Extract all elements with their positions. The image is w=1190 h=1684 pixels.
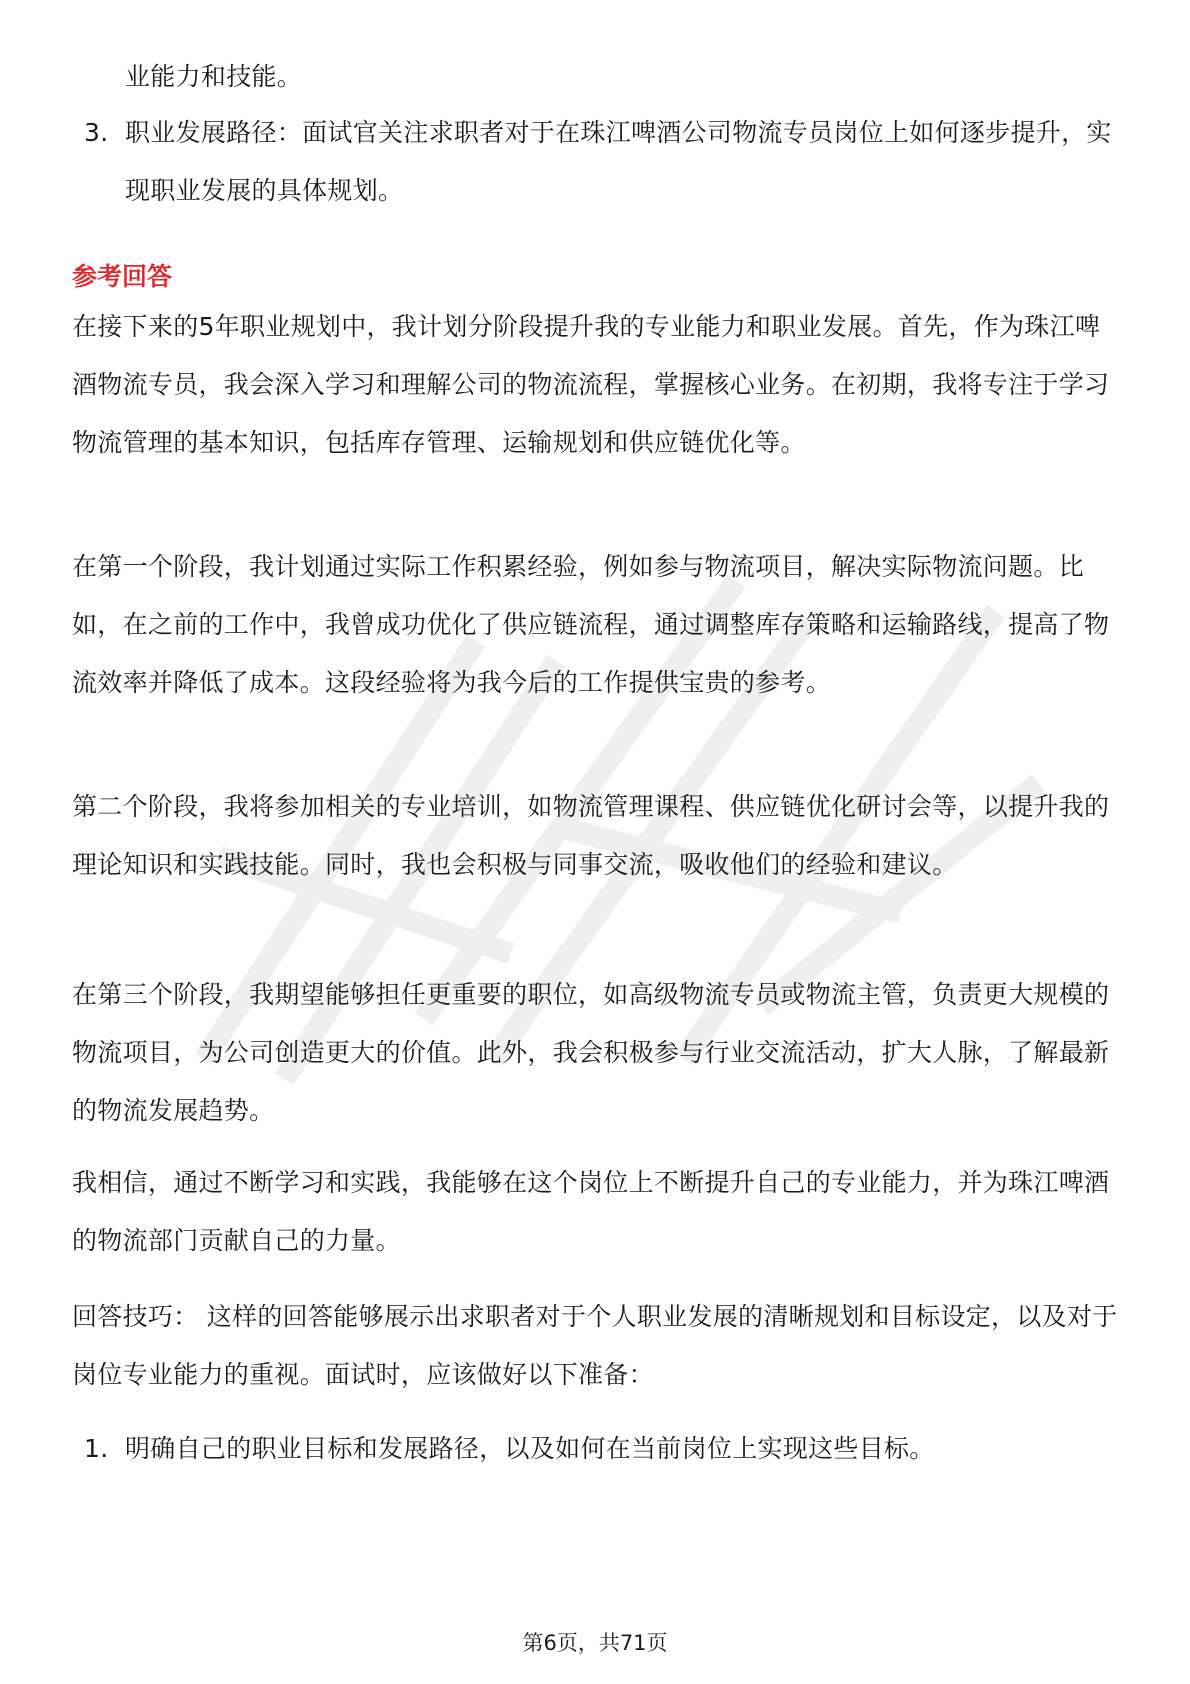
list-item (84, 1420, 1120, 1478)
list-item-number: 1. (84, 1434, 109, 1463)
paragraph: 在第一个阶段，我计划通过实际工作积累经验，例如参与物流项目，解决实际物流问题。比如，在之前的工作中，我曾成功优化了供应链流程，通过调整库存策略和运输路线，提高了物流效率并降低了成本。这段经验将为我今后的工作提供宝贵的参考。 (72, 552, 1110, 697)
list-item-text: 明确自己的职业目标和发展路径，以及如何在当前岗位上实现这些目标。 (125, 1434, 935, 1463)
list-continuation-text: 业能力和技能。 (125, 62, 303, 91)
paragraph: 我相信，通过不断学习和实践，我能够在这个岗位上不断提升自己的专业能力，并为珠江啤酒的物流部门贡献自己的力量。 (72, 1168, 1110, 1255)
paragraph: 回答技巧： 这样的回答能够展示出求职者对于个人职业发展的清晰规划和目标设定，以及对于岗位专业能力的重视。面试时，应该做好以下准备： (72, 1302, 1118, 1389)
list-item (84, 104, 1120, 220)
paragraph: 在第三个阶段，我期望能够担任更重要的职位，如高级物流专员或物流主管，负责更大规模的物流项目，为公司创造更大的价值。此外，我会积极参与行业交流活动，扩大人脉，了解最新的物流发展趋势。 (72, 980, 1110, 1125)
section-heading: 参考回答 (72, 262, 173, 291)
list-item-number: 3. (84, 118, 109, 147)
paragraph: 第二个阶段，我将参加相关的专业培训，如物流管理课程、供应链优化研讨会等，以提升我的理论知识和实践技能。同时，我也会积极与同事交流，吸收他们的经验和建议。 (72, 792, 1110, 879)
page-number-footer: 第6页，共71页 (522, 1631, 668, 1655)
paragraph: 在接下来的5年职业规划中，我计划分阶段提升我的专业能力和职业发展。首先，作为珠江啤酒物流专员，我会深入学习和理解公司的物流流程，掌握核心业务。在初期，我将专注于学习物流管理的基本知识，包括库存管理、运输规划和供应链优化等。 (72, 312, 1110, 457)
list-item-text: 职业发展路径：面试官关注求职者对于在珠江啤酒公司物流专员岗位上如何逐步提升，实现职业发展的具体规划。 (125, 118, 1112, 205)
